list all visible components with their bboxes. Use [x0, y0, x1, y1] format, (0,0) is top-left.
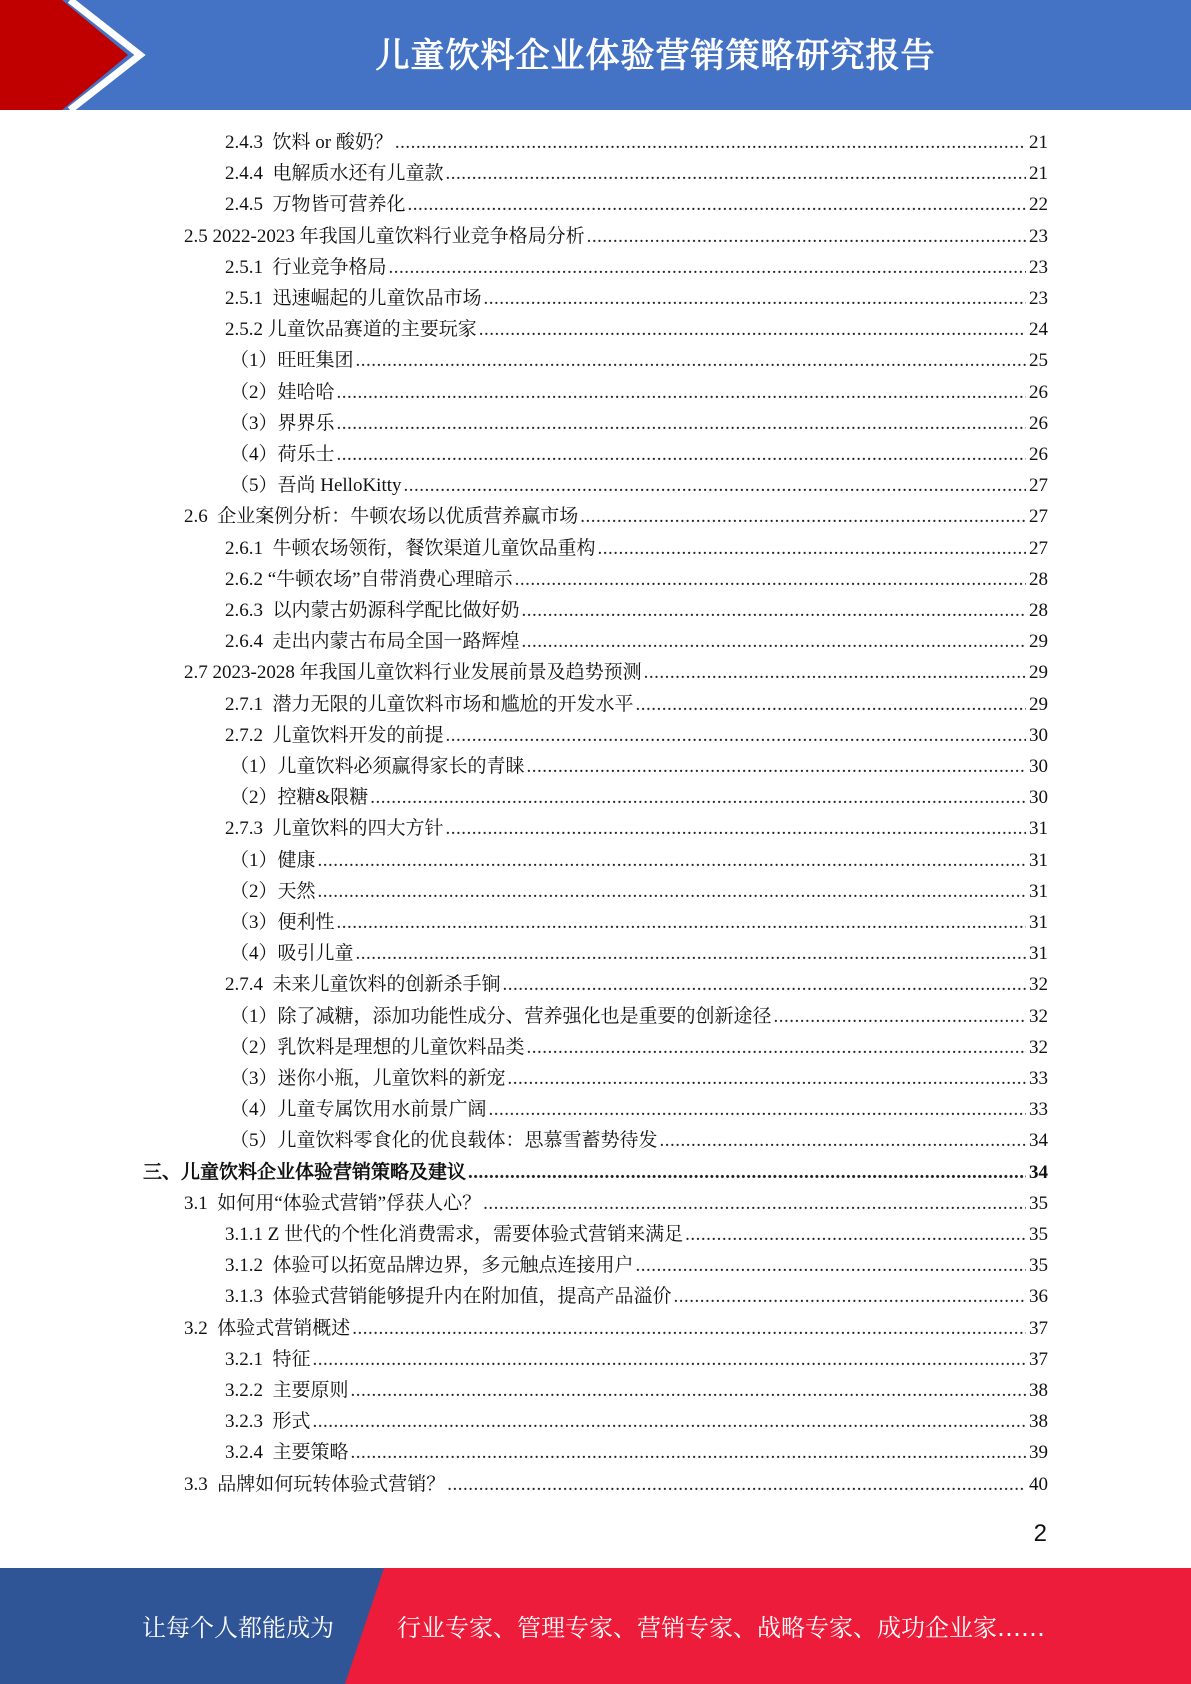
toc-entry[interactable] [230, 1001, 1048, 1032]
toc-leader-dots [508, 1068, 1026, 1090]
toc-entry-page: 29 [1029, 662, 1048, 684]
toc-entry[interactable] [225, 189, 1048, 220]
toc-entry[interactable] [230, 1032, 1048, 1063]
toc-leader-dots [395, 132, 1026, 154]
toc-entry[interactable] [225, 1375, 1048, 1406]
toc-entry-label: 三、儿童饮料企业体验营销策略及建议 [143, 1161, 467, 1183]
toc-entry-page: 31 [1029, 943, 1048, 965]
toc-leader-dots [580, 506, 1026, 528]
toc-leader-dots [685, 1224, 1026, 1246]
toc-leader-dots [356, 943, 1026, 965]
toc-entry-page: 33 [1029, 1099, 1048, 1121]
toc-entry-label: 2.5.1 行业竞争格局 [225, 256, 387, 278]
toc-entry[interactable] [230, 751, 1048, 782]
header-bar [0, 0, 1191, 110]
toc-entry[interactable] [230, 1094, 1048, 1125]
toc-entry-page: 36 [1029, 1286, 1048, 1308]
toc-entry-page: 30 [1029, 787, 1048, 809]
toc-entry-label: 3.2.4 主要策略 [225, 1442, 349, 1464]
toc-entry[interactable] [225, 626, 1048, 657]
toc-entry-label: 3.1.2 体验可以拓宽品牌边界，多元触点连接用户 [225, 1255, 634, 1277]
toc-entry-page: 38 [1029, 1411, 1048, 1433]
toc-leader-dots [446, 818, 1026, 840]
toc-leader-dots [660, 1130, 1026, 1152]
toc-entry-page: 34 [1029, 1130, 1048, 1152]
toc-entry-label: 2.6.4 走出内蒙古布局全国一路辉煌 [225, 631, 520, 653]
toc-entry-page: 27 [1029, 537, 1048, 559]
toc-entry[interactable] [230, 876, 1048, 907]
toc-entry-page: 35 [1029, 1224, 1048, 1245]
toc-entry[interactable] [230, 408, 1048, 439]
toc-entry[interactable] [225, 158, 1048, 189]
toc-entry-label: （1）健康 [230, 849, 316, 871]
toc-leader-dots [636, 694, 1026, 716]
toc-entry-label: （4）荷乐士 [230, 444, 335, 465]
toc-leader-dots [774, 1006, 1026, 1028]
toc-entry[interactable] [225, 1406, 1048, 1437]
toc-entry[interactable] [230, 1125, 1048, 1156]
toc-entry-label: （3）便利性 [230, 912, 335, 933]
toc-entry[interactable] [225, 252, 1048, 283]
toc-leader-dots [503, 974, 1026, 996]
toc-entry[interactable] [230, 1063, 1048, 1094]
toc-leader-dots [356, 350, 1026, 372]
toc-leader-dots [644, 662, 1026, 684]
toc-entry-page: 32 [1029, 1036, 1048, 1058]
toc-leader-dots [636, 1255, 1026, 1277]
toc-leader-dots [446, 725, 1026, 747]
toc-entry-label: （2）天然 [230, 880, 316, 902]
toc-entry-page: 31 [1029, 880, 1048, 902]
toc-leader-dots [522, 600, 1026, 622]
toc-entry[interactable] [143, 1157, 1048, 1188]
toc-entry-label: 2.6.2 “牛顿农场”自带消费心理暗示 [225, 568, 513, 590]
toc-entry-label: 2.4.4 电解质水还有儿童款 [225, 163, 444, 185]
toc-entry-label: （2）娃哈哈 [230, 381, 335, 403]
toc-entry-page: 35 [1029, 1255, 1048, 1277]
toc-entry-page: 27 [1029, 506, 1048, 528]
toc-entry-page: 34 [1029, 1161, 1048, 1183]
toc-entry-label: （4）吸引儿童 [230, 943, 354, 965]
toc-entry[interactable] [230, 938, 1048, 969]
toc-entry-page: 28 [1029, 568, 1048, 590]
toc-entry-page: 31 [1029, 818, 1048, 840]
toc-entry[interactable] [225, 533, 1048, 564]
toc-leader-dots [598, 538, 1026, 560]
toc-entry-page: 23 [1029, 256, 1048, 278]
toc-entry-label: （1）旺旺集团 [230, 350, 354, 372]
toc-entry-page: 40 [1029, 1473, 1048, 1495]
toc-entry-page: 29 [1029, 631, 1048, 653]
toc-entry-label: 2.4.3 饮料 or 酸奶？ [225, 132, 393, 153]
toc-leader-dots [522, 631, 1026, 653]
toc-leader-dots [674, 1286, 1026, 1308]
toc-entry[interactable] [225, 689, 1048, 720]
toc-entry-page: 26 [1029, 381, 1048, 403]
toc-entry[interactable] [225, 595, 1048, 626]
toc-entry[interactable] [184, 657, 1048, 688]
toc-entry-label: （2）控糖&限糖 [230, 787, 369, 809]
footer-banner [0, 1568, 1191, 1684]
toc-entry-page: 37 [1029, 1348, 1048, 1370]
toc-entry[interactable] [225, 969, 1048, 1000]
toc-leader-dots [389, 257, 1026, 279]
toc-leader-dots [313, 1411, 1026, 1433]
toc-entry-label: 2.7.3 儿童饮料的四大方针 [225, 818, 444, 840]
toc-entry-page: 22 [1029, 194, 1048, 216]
toc-entry-page: 28 [1029, 600, 1048, 621]
toc-entry[interactable] [225, 314, 1048, 345]
toc-entry[interactable] [230, 439, 1048, 470]
toc-leader-dots [351, 1380, 1026, 1402]
toc-entry[interactable] [230, 377, 1048, 408]
toc-entry-label: 2.7.2 儿童饮料开发的前提 [225, 724, 444, 746]
toc-entry-label: 3.2.1 特征 [225, 1348, 311, 1370]
toc-leader-dots [313, 1349, 1026, 1371]
toc-entry-page: 25 [1029, 350, 1048, 372]
toc-entry-label: 2.6 企业案例分析：牛顿农场以优质营养赢市场 [184, 506, 579, 528]
toc-leader-dots [527, 1037, 1026, 1059]
toc-entry-label: 2.7.1 潜力无限的儿童饮料市场和尴尬的开发水平 [225, 693, 634, 715]
toc-entry[interactable] [230, 345, 1048, 376]
toc-leader-dots [318, 881, 1026, 903]
toc-entry[interactable] [230, 907, 1048, 938]
toc-entry-page: 32 [1029, 974, 1048, 996]
toc-entry-page: 39 [1029, 1442, 1048, 1464]
toc-entry-page: 30 [1029, 756, 1048, 777]
toc-entry-label: 2.7.4 未来儿童饮料的创新杀手锏 [225, 974, 501, 996]
toc-leader-dots [318, 850, 1026, 872]
footer-lead-text: 让每个人都能成为 [142, 1614, 334, 1642]
page-number: 2 [1033, 1520, 1047, 1547]
toc-entry-label: 2.5.1 迅速崛起的儿童饮品市场 [225, 288, 482, 309]
toc-entry[interactable] [225, 1250, 1048, 1281]
toc-entry-label: （2）乳饮料是理想的儿童饮料品类 [230, 1036, 525, 1058]
toc-entry-page: 32 [1029, 1005, 1048, 1027]
toc-entry-page: 35 [1029, 1192, 1048, 1214]
toc-entry-page: 21 [1029, 132, 1048, 153]
toc-entry[interactable] [225, 283, 1048, 314]
toc-entry-label: 2.6.3 以内蒙古奶源科学配比做好奶 [225, 600, 520, 621]
toc-entry[interactable] [230, 470, 1048, 501]
toc-leader-dots [587, 226, 1026, 248]
toc-leader-dots [337, 444, 1026, 466]
toc-leader-dots [468, 1162, 1026, 1184]
toc-entry[interactable] [184, 1188, 1048, 1219]
toc-leader-dots [484, 288, 1026, 310]
toc-entry[interactable] [184, 1469, 1048, 1500]
toc-entry[interactable] [184, 221, 1048, 252]
toc-entry[interactable] [225, 127, 1048, 158]
toc-entry-page: 27 [1029, 475, 1048, 497]
toc-entry-page: 30 [1029, 724, 1048, 746]
toc-entry-page: 23 [1029, 288, 1048, 309]
toc-leader-dots [404, 475, 1026, 497]
toc-entry[interactable] [230, 782, 1048, 813]
toc-entry[interactable] [225, 1219, 1048, 1250]
toc-leader-dots [446, 163, 1026, 185]
toc-entry-label: 2.5 2022-2023 年我国儿童饮料行业竞争格局分析 [184, 225, 585, 247]
toc-leader-dots [479, 319, 1026, 341]
toc-entry-label: 2.7 2023-2028 年我国儿童饮料行业发展前景及趋势预测 [184, 662, 642, 684]
report-title: 儿童饮料企业体验营销策略研究报告 [375, 36, 936, 76]
toc-entry-label: （5）吾尚 HelloKitty [230, 475, 402, 497]
toc-leader-dots [337, 382, 1026, 404]
toc-entry[interactable] [225, 720, 1048, 751]
toc-entry-label: 3.2.2 主要原则 [225, 1380, 349, 1401]
toc-entry[interactable] [225, 1437, 1048, 1468]
toc-entry-page: 33 [1029, 1068, 1048, 1089]
toc-leader-dots [515, 569, 1026, 591]
toc-entry[interactable] [225, 564, 1048, 595]
toc-entry-page: 24 [1029, 319, 1048, 341]
toc-entry[interactable] [230, 845, 1048, 876]
toc-entry[interactable] [184, 1313, 1048, 1344]
toc-entry-label: （5）儿童饮料零食化的优良载体：思慕雪蓄势待发 [230, 1130, 658, 1152]
toc-leader-dots [351, 1442, 1026, 1464]
toc-leader-dots [337, 413, 1026, 435]
toc-entry-page: 26 [1029, 444, 1048, 465]
toc-entry-label: （3）迷你小瓶，儿童饮料的新宠 [230, 1068, 506, 1089]
footer-slogan: 行业专家、管理专家、营销专家、战略专家、成功企业家…… [397, 1614, 1045, 1642]
toc-leader-dots [408, 194, 1026, 216]
toc-leader-dots [527, 756, 1026, 778]
toc-entry-page: 26 [1029, 412, 1048, 434]
toc-leader-dots [447, 1474, 1026, 1496]
toc-entry-page: 38 [1029, 1380, 1048, 1401]
toc-entry-label: 3.1 如何用“体验式营销”俘获人心？ [184, 1192, 482, 1214]
toc-entry-label: （1）除了减糖，添加功能性成分、营养强化也是重要的创新途径 [230, 1005, 772, 1027]
toc-entry-label: （1）儿童饮料必须赢得家长的青睐 [230, 756, 525, 777]
toc-entry[interactable] [225, 1281, 1048, 1312]
toc-leader-dots [337, 912, 1026, 934]
toc-entry-label: 3.1.3 体验式营销能够提升内在附加值，提高产品溢价 [225, 1286, 672, 1308]
toc-leader-dots [489, 1099, 1026, 1121]
toc-entry-label: 3.3 品牌如何玩转体验式营销？ [184, 1473, 446, 1495]
toc-leader-dots [352, 1318, 1026, 1340]
toc-entry-label: 3.2.3 形式 [225, 1411, 311, 1433]
toc-entry-label: 2.5.2 儿童饮品赛道的主要玩家 [225, 319, 477, 341]
toc-leader-dots [483, 1193, 1026, 1215]
toc-entry-page: 21 [1029, 163, 1048, 185]
toc-entry[interactable] [225, 1344, 1048, 1375]
toc-entry-page: 31 [1029, 912, 1048, 933]
toc-entry-page: 31 [1029, 849, 1048, 871]
toc-entry-page: 29 [1029, 693, 1048, 715]
toc-entry[interactable] [225, 813, 1048, 844]
toc-entry-label: 2.4.5 万物皆可营养化 [225, 194, 406, 216]
toc-entry-page: 37 [1029, 1317, 1048, 1339]
toc-entry-label: 3.1.1 Z 世代的个性化消费需求，需要体验式营销来满足 [225, 1224, 684, 1245]
toc-entry-label: 3.2 体验式营销概述 [184, 1317, 351, 1339]
toc-entry-page: 23 [1029, 225, 1048, 247]
toc-entry-label: 2.6.1 牛顿农场领衔，餐饮渠道儿童饮品重构 [225, 537, 596, 559]
toc-entry[interactable] [184, 501, 1048, 532]
toc-leader-dots [370, 787, 1026, 809]
toc-entry-label: （3）界界乐 [230, 412, 335, 434]
toc-entry-label: （4）儿童专属饮用水前景广阔 [230, 1099, 487, 1121]
